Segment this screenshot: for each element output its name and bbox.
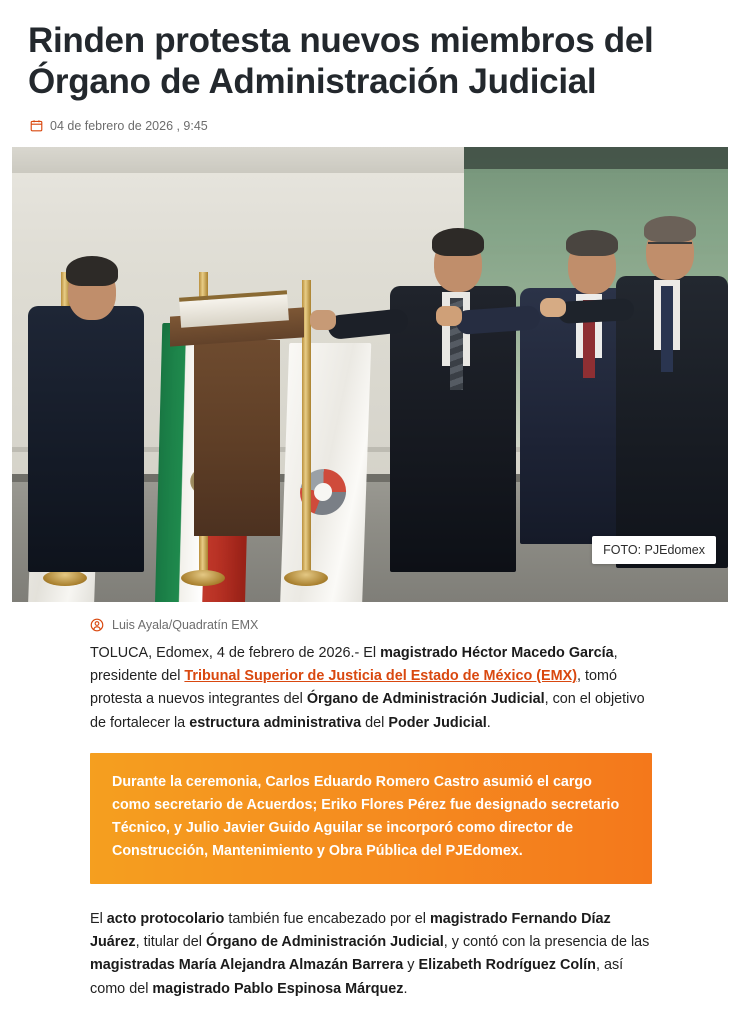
- raised-arm: [557, 298, 634, 324]
- text-bold: Órgano de Administración Judicial: [306, 691, 545, 708]
- article-author: Luis Ayala/Quadratín EMX: [112, 617, 259, 632]
- paragraph-2: [90, 908, 652, 1001]
- text-bold: Órgano de Administración Judicial: [206, 933, 444, 950]
- suit: [28, 306, 144, 572]
- text-bold: estructura administrativa: [189, 714, 362, 731]
- text-bold: acto protocolario: [106, 910, 225, 927]
- flag-pole-base-3: [284, 570, 328, 586]
- page-title: Rinden protesta nuevos miembros del Órgano de Administración Judicial: [28, 21, 654, 102]
- pullquote-text: Durante la ceremonia, Carlos Eduardo Romero Castro asumió el cargo como secretario de Acuerdos; Eriko Flores Pérez fue designado secretario Técnico, y Julio Javier Guido Aguilar se incorporó como director de Construcción, Mantenimiento y Obra Pública del PJEdomex.: [112, 773, 620, 860]
- pullquote-box: [90, 753, 652, 884]
- text-fragment: , y contó con la presencia de las: [443, 933, 650, 950]
- flag-institutional: [279, 343, 371, 602]
- glasses: [648, 242, 692, 254]
- text-bold: Elizabeth Rodríguez Colín: [418, 957, 596, 974]
- text-fragment: del: [361, 714, 389, 731]
- hair: [432, 228, 484, 256]
- text-fragment: , titular del: [135, 933, 206, 950]
- article-byline-row: [0, 602, 740, 642]
- text-fragment: , con el objetivo de fortalecer la: [90, 691, 645, 731]
- paragraph-1: [90, 642, 652, 735]
- text-fragment: .: [486, 714, 491, 731]
- hero-image: [12, 147, 728, 602]
- hand: [436, 306, 462, 326]
- hair: [66, 256, 118, 286]
- photo-credit: FOTO: PJEdomex: [592, 536, 716, 564]
- person-officiant: [28, 242, 144, 572]
- text-fragment: , así como del: [90, 957, 624, 997]
- text-bold: magistrado Héctor Macedo García: [380, 644, 614, 661]
- text-bold: magistrado Pablo Espinosa Márquez: [152, 980, 404, 997]
- text-fragment: también fue encabezado por el: [224, 910, 430, 927]
- article-date-row: [0, 103, 740, 147]
- text-fragment: .: [403, 980, 408, 997]
- article-date: 04 de febrero de 2026 , 9:45: [50, 118, 208, 133]
- text-fragment: TOLUCA, Edomex, 4 de febrero de 2026.- El: [90, 644, 381, 661]
- text-fragment: , presidente del: [90, 644, 618, 684]
- person-oath-taker-3: [616, 196, 728, 568]
- tie: [661, 286, 673, 372]
- calendar-icon: [30, 119, 43, 132]
- hair: [566, 230, 618, 256]
- podium: [194, 340, 280, 536]
- ceremony-photo: [12, 147, 728, 602]
- tribunal-link[interactable]: Tribunal Superior de Justicia del Estado de México (EMX): [184, 667, 578, 684]
- person-oath-taker-1: [390, 212, 516, 572]
- article-body: [0, 642, 740, 1001]
- hand: [540, 298, 566, 317]
- user-icon: [90, 618, 104, 632]
- text-fragment: El: [90, 910, 107, 927]
- text-bold: magistradas María Alejandra Almazán Barrera: [90, 957, 404, 974]
- hand: [310, 310, 336, 330]
- text-fragment: y: [403, 957, 419, 974]
- text-fragment: , tomó protesta a nuevos integrantes del: [90, 667, 618, 708]
- flag-pole-base-2: [181, 570, 225, 586]
- text-bold: magistrado Fernando Díaz Juárez: [90, 910, 611, 950]
- text-bold: Poder Judicial: [388, 714, 487, 731]
- hair: [644, 216, 696, 242]
- flag-pole-base-1: [43, 570, 87, 586]
